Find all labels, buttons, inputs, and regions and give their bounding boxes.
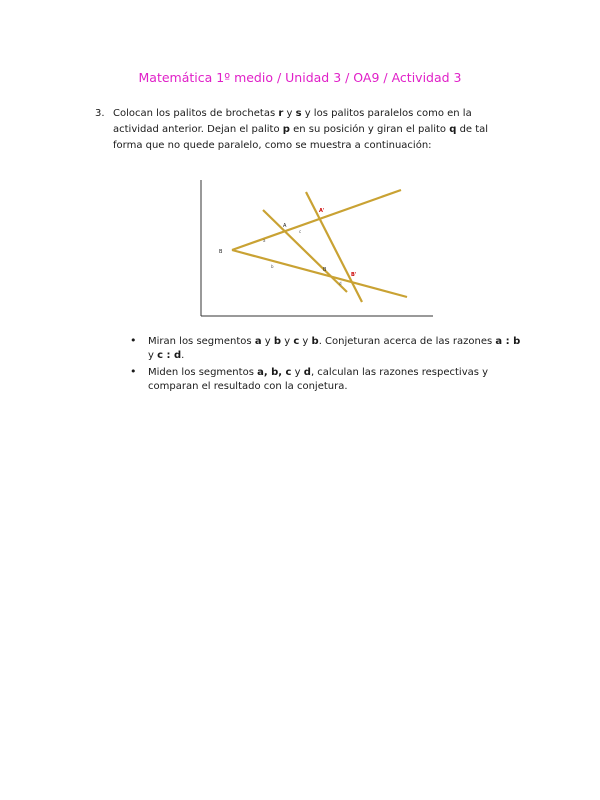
label-b-prime: B' <box>351 272 357 278</box>
stick-upper-ray <box>232 190 401 250</box>
label-b: B <box>323 267 327 273</box>
activity-item-3 <box>95 106 495 154</box>
stick-lower-ray <box>232 250 407 297</box>
bullet-dot: • <box>130 365 137 378</box>
label-seg-d: d <box>339 281 342 286</box>
item-number: 3. <box>95 108 105 119</box>
label-a: A <box>283 223 287 229</box>
bullet-list <box>128 335 523 397</box>
stick-q <box>306 192 362 302</box>
bullet-item: • Miden los segmentos a, b, c y d, calculan las razones respectivas y comparan el resultado con la conjetura. <box>130 365 489 392</box>
label-seg-b: b <box>271 264 274 269</box>
item-text: Colocan los palitos de brochetas r y s y los palitos paralelos como en la actividad anterior. Dejan el palito p en su posición y giran el palito q de tal forma que no quede paralelo, como se muestra a continuación: <box>113 108 489 151</box>
label-seg-a: a <box>263 238 266 243</box>
bullet-item: • Miran los segmentos a y b y c y b. Conjeturan acerca de las razones a : b y c : d. <box>130 334 521 361</box>
stick-p <box>263 210 347 292</box>
page-header-title: Matemática 1º medio / Unidad 3 / OA9 / Actividad 3 <box>138 70 462 85</box>
label-seg-c: c <box>299 229 302 234</box>
label-a-prime: A' <box>319 208 325 214</box>
bullet-dot: • <box>130 334 137 347</box>
label-vertex: B <box>219 249 223 255</box>
sticks-diagram <box>195 172 440 322</box>
